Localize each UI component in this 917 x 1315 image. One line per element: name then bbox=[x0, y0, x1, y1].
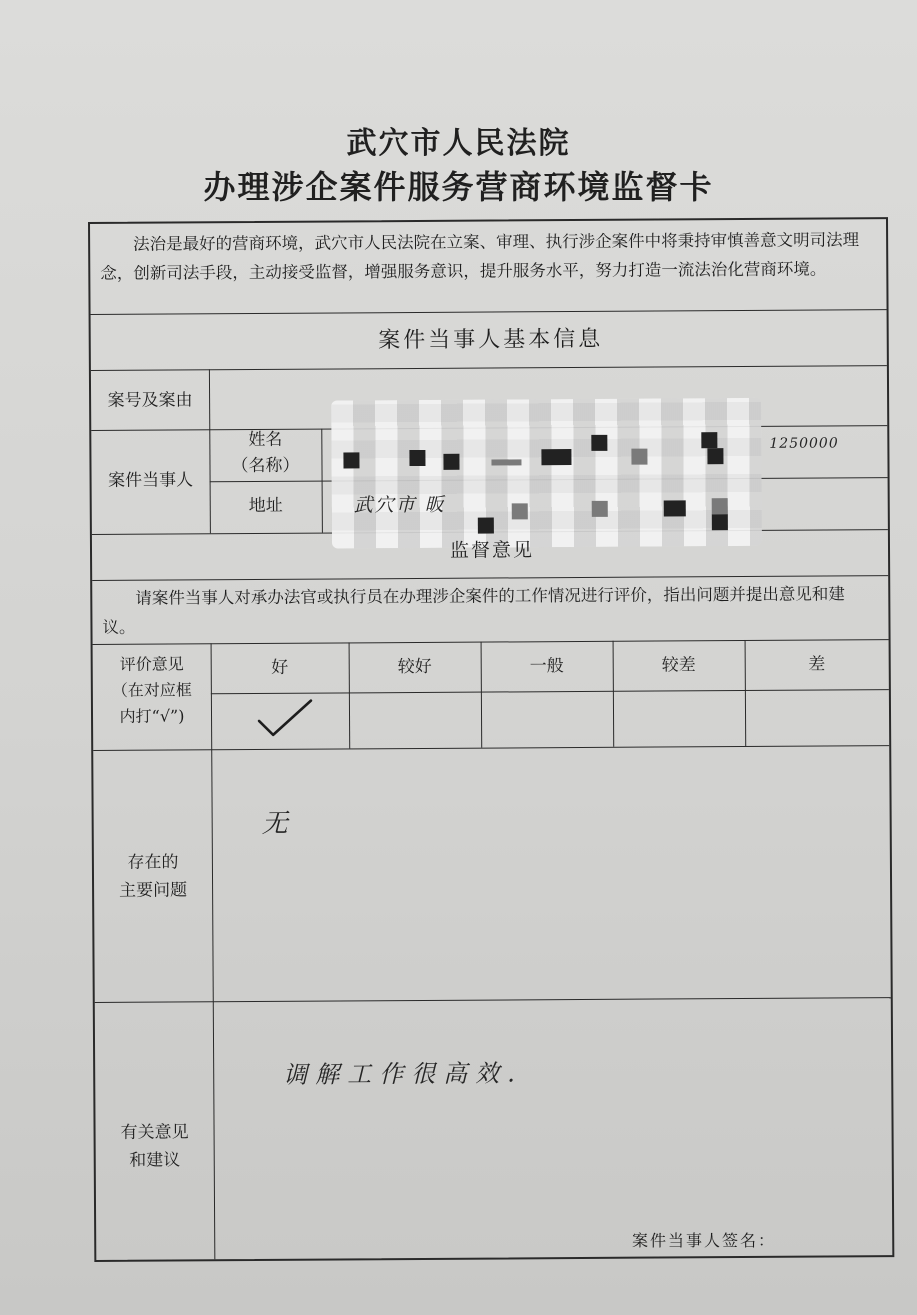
redaction-block bbox=[631, 449, 647, 465]
redaction-block bbox=[591, 435, 607, 451]
party-label: 案件当事人 bbox=[108, 470, 194, 491]
intro-paragraph: 法治是最好的营商环境，武穴市人民法院在立案、审理、执行涉企案件中将秉持审慎善意文明司法理念，创新司法手段，主动接受监督，增强服务意识，提升服务水平，努力打造一流法治化营商环境。 bbox=[100, 230, 860, 283]
rating-option-fairly-poor: 较差 bbox=[661, 655, 696, 676]
redaction-mosaic bbox=[331, 398, 762, 549]
redaction-block bbox=[712, 498, 728, 514]
address-label: 地址 bbox=[248, 495, 283, 517]
rating-option-poor: 差 bbox=[808, 654, 826, 675]
rating-option-fairly-good: 较好 bbox=[397, 656, 432, 678]
problems-value[interactable]: 无 bbox=[261, 808, 292, 839]
redaction-block bbox=[343, 452, 359, 468]
rating-box-fairly-good[interactable] bbox=[349, 692, 481, 749]
basic-info-heading: 案件当事人基本信息 bbox=[378, 326, 604, 354]
suggestions-label-line1: 有关意见 bbox=[120, 1122, 189, 1143]
redaction-block bbox=[707, 448, 723, 464]
rating-label-line3: 内打“√”) bbox=[119, 706, 185, 726]
redaction-block bbox=[443, 454, 459, 470]
redaction-block bbox=[712, 514, 728, 530]
rating-box-poor[interactable] bbox=[745, 689, 889, 746]
problems-label-line2: 主要问题 bbox=[119, 880, 188, 901]
redaction-block bbox=[592, 501, 608, 517]
card-title: 办理涉企案件服务营商环境监督卡 bbox=[203, 168, 714, 206]
case-number-label: 案号及案由 bbox=[107, 390, 193, 411]
name-label-line1: 姓名 bbox=[248, 429, 283, 451]
rating-label-line1: 评价意见 bbox=[119, 654, 184, 674]
court-name: 武穴市人民法院 bbox=[346, 126, 571, 161]
redaction-block bbox=[664, 500, 686, 516]
name-value-tail: 1250000 bbox=[769, 435, 839, 452]
signature-label: 案件当事人签名： bbox=[632, 1231, 777, 1250]
problems-label-line1: 存在的 bbox=[127, 852, 179, 873]
rating-box-fairly-poor[interactable] bbox=[613, 690, 745, 747]
suggestions-value[interactable]: 调解工作很高效. bbox=[283, 1059, 523, 1089]
address-value: 武穴市 昄 bbox=[353, 493, 446, 517]
redaction-block bbox=[701, 432, 717, 448]
rating-option-good: 好 bbox=[271, 657, 289, 678]
supervision-form bbox=[88, 217, 894, 1262]
redaction-block bbox=[478, 518, 494, 534]
rating-label-line2: （在对应框 bbox=[111, 680, 192, 700]
redaction-block bbox=[512, 503, 528, 519]
checkmark-icon bbox=[255, 697, 315, 741]
rating-box-good[interactable] bbox=[211, 692, 349, 749]
redaction-block bbox=[491, 459, 521, 465]
name-label-line2: （名称） bbox=[231, 455, 300, 477]
redaction-block bbox=[409, 450, 425, 466]
suggestions-label-line2: 和建议 bbox=[129, 1150, 181, 1171]
opinion-instruction: 请案件当事人对承办法官或执行员在办理涉企案件的工作情况进行评价，指出问题并提出意见和建议。 bbox=[102, 584, 845, 637]
rating-option-average: 一般 bbox=[529, 656, 564, 677]
rating-box-average[interactable] bbox=[481, 691, 613, 748]
opinion-heading: 监督意见 bbox=[449, 539, 535, 562]
redaction-block bbox=[541, 449, 571, 465]
